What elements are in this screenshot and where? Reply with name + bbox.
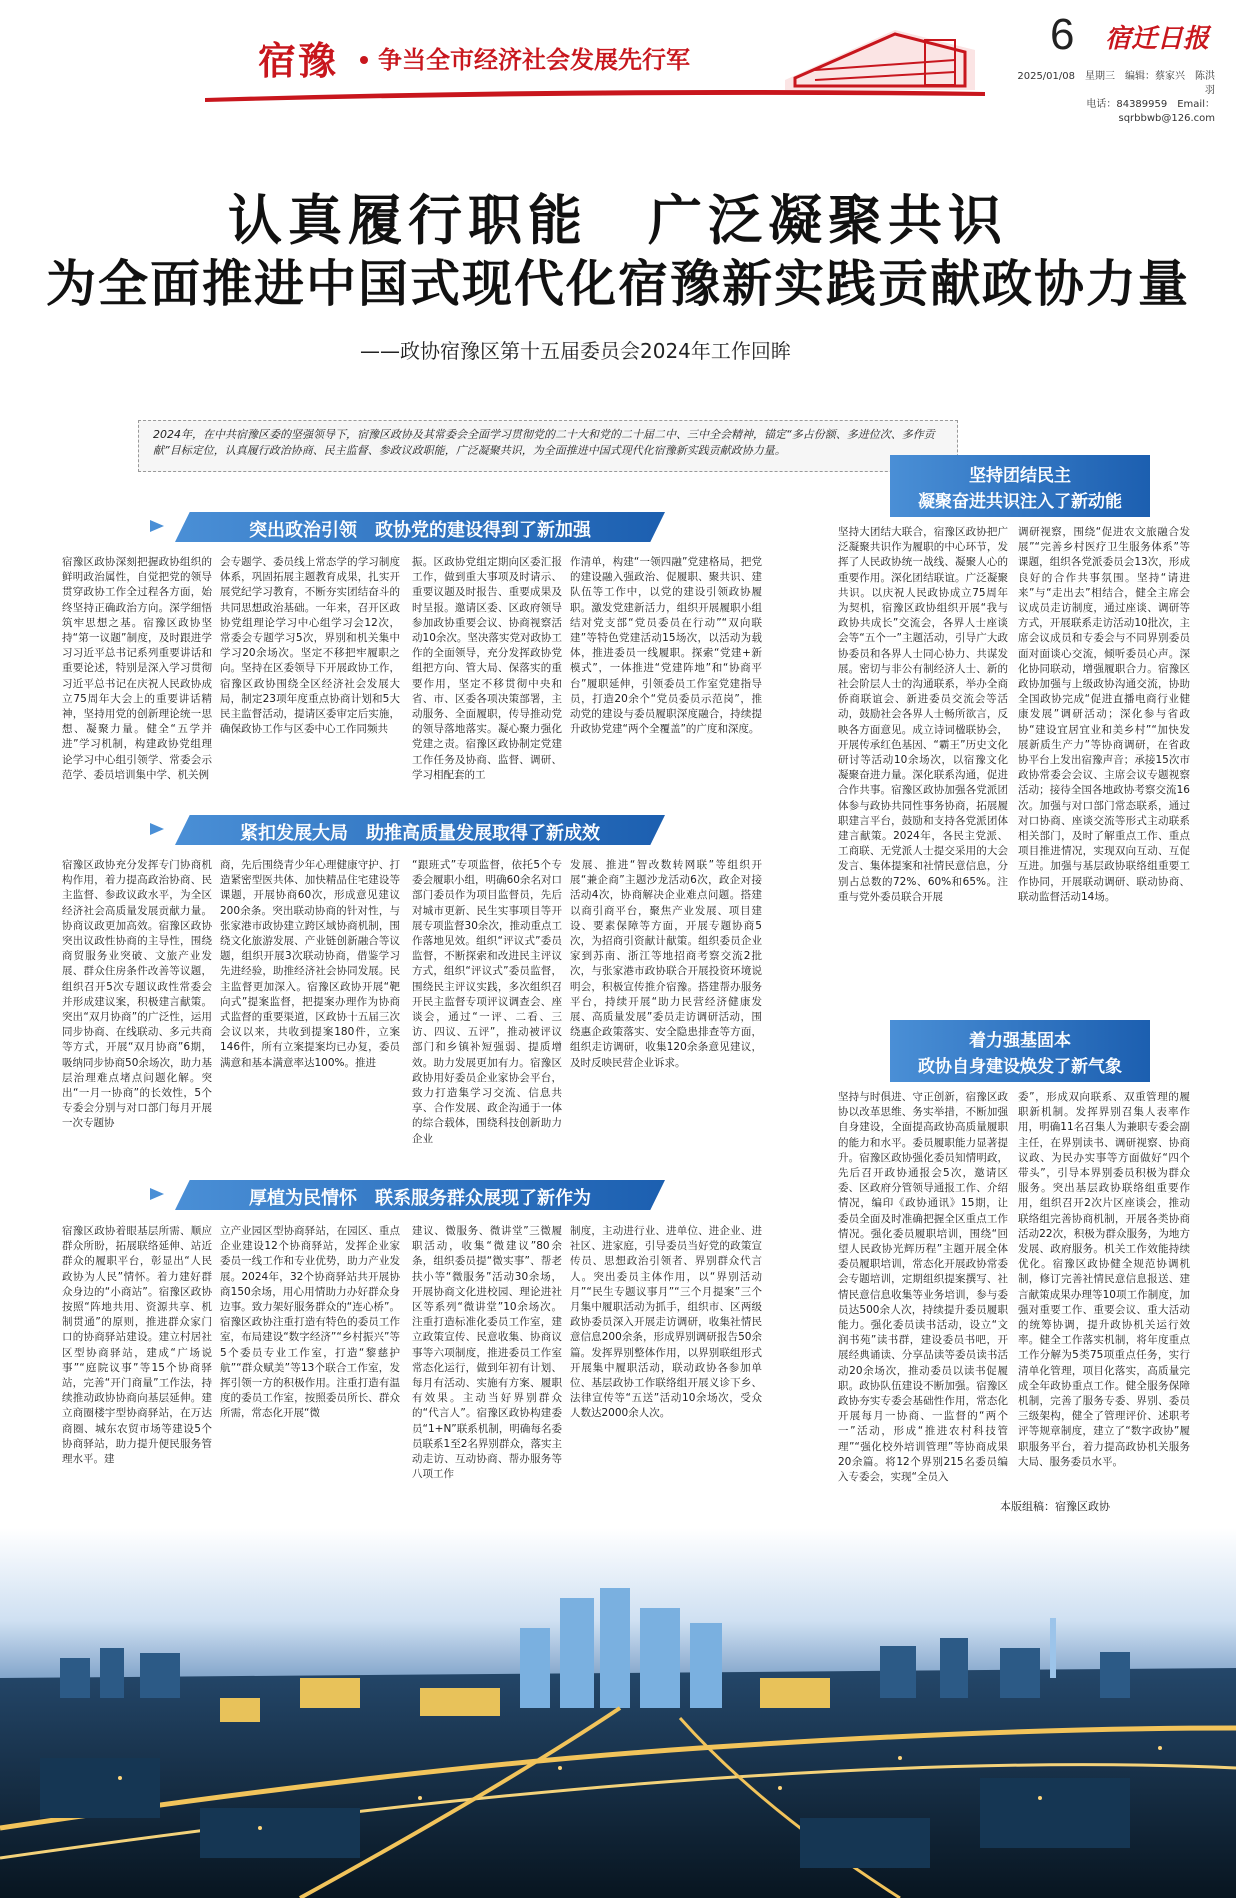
- article-column: 制度，主动进行业、进单位、进企业、进社区、进家庭，引导委员当好党的政策宣传员、思想政治引领者、界别群众代言人。突出委员主体作用，以“界别活动月”“民生专题议事月”“三个月提案”三个月集中履职活动为抓手，组织市、区两级政协委员深入开展走访调研，收集社情民意信息200余条，形成界别调研报告50余篇。发挥界别整体作用，以界别联组形式开展集中履职活动，联动政协各参加单位、基层政协工作联络组开展义诊下乡、法律宣传等“五送”活动10余场次，受众人数达2000余人次。: [570, 1225, 762, 1420]
- section-slogan: 争当全市经济社会发展先行军: [378, 45, 690, 74]
- right-section-heading-1-line2: 凝聚奋进共识注入了新动能: [918, 492, 1122, 512]
- section-heading-2-text: 紧扣发展大局 助推高质量发展取得了新成效: [240, 823, 600, 844]
- arrow-icon: [150, 520, 164, 532]
- arrow-icon: [150, 1188, 164, 1200]
- city-night-photo: [0, 1528, 1236, 1898]
- article-column: 委”，形成双向联系、双重管理的履职新机制。发挥界别召集人表率作用，明确11名召集人为兼职专委会副主任，在界别读书、调研视察、协商议政、为民办实事等方面做好“四个带头”，引导本界别委员积极为群众服务。突出基层政协联络组重要作用，组织召开2次片区座谈会，推动联络组完善协商机制，开展各类协商活动22次，积极为群众服务，为地方发展、政府服务。机关工作效能持续优化。宿豫区政协健全规范协调机制，修订完善社情民意信息报送、建言献策成果办理等10项工作制度，加强对重要工作、重要会议、重大活动的统筹协调，提升政协机关运行效率。健全工作落实机制，将年度重点工作分解为5类75项重点任务，实行清单化管理，项目化落实，高质量完成全年政协重点工作。健全服务保障机制，完善了服务专委、界别、委员三级架构，健全了管理评价、述职考评等规章制度，建立了“数字政协”履职服务平台，着力提高政协机关服务大局、服务委员水平。: [1018, 1091, 1190, 1468]
- article-column: 作清单，构建“一领四融”党建格局，把党的建设融入强政治、促履职、聚共识、建队伍等工作中，以党的建设引领政协履职。激发党建新活力，组织开展履职小组结对党支部“党员委员在行动”“双向联建”等特色党建活动15场次，以活动为载体，推进委员一线履职。探索“党建+新模式”，一体推进“党建阵地”和“协商平台”履职延伸，引领委员工作室党建指导员，打造20余个“党员委员示范岗”，推动党的建设与委员履职深度融合，持续提升政协党建“两个全覆盖”的广度和深度。: [570, 556, 762, 736]
- article-column: 宿豫区政协深刻把握政协组织的鲜明政治属性，自觉把党的领导贯穿政协工作全过程各方面，始终坚持正确政治方向。深学细悟筑牢思想之基。宿豫区政协坚持“第一议题”制度，及时跟进学习习近平总书记系列重要讲话和重要论述，特别是深入学习贯彻习近平总书记在庆祝人民政协成立75周年大会上的重要讲话精神，坚持用党的创新理论统一思想、凝聚力量。健全“五学并进”学习机制，构建政协党组理论学习中心组引领学、常委会示范学、委员培训集中学、机关例: [62, 556, 212, 781]
- issue-date-editors: 2025/01/08 星期三 编辑：蔡家兴 陈洪羽: [1017, 71, 1215, 96]
- article-column: 会专题学、委员线上常态学的学习制度体系，巩固拓展主题教育成果，扎实开展党纪学习教育，不断夯实团结奋斗的共同思想政治基础。一年来，召开区政协党组理论学习中心组学习会12次，常委会专题学习5次，界别和机关集中学习20余场次。坚定不移把牢履职之向。坚持在区委领导下开展政协工作，宿豫区政协围绕全区经济社会发展大局，制定23项年度重点协商计划和5大民主监督活动，提请区委审定后实施，确保政协工作与区委中心工作同频共: [220, 556, 400, 736]
- section-heading-1: [175, 512, 665, 542]
- section-brand: 宿豫: [258, 38, 339, 83]
- arrow-icon: [150, 823, 164, 835]
- issue-meta: [1010, 70, 1215, 126]
- right-section-heading-1-line1: 坚持团结民主: [969, 466, 1071, 486]
- cityscape-illustration: [0, 1528, 1236, 1898]
- article-column: 商，先后围绕青少年心理健康守护、打造紧密型医共体、加快精品住宅建设等课题，开展协商60次，形成意见建议200余条。突出联动协商的针对性，与张家港市政协建立跨区域协商机制，围绕文化旅游发展、产业链创新融合等议题，组织开展3次联动协商，借鉴学习先进经验，助推经济社会协同发展。民主监督更加深入。宿豫区政协开展“靶向式”提案监督，把提案办理作为协商式监督的重要渠道，区政协十五届三次会议以来，共收到提案180件，立案146件，所有立案提案均已办复，委员满意和基本满意率达100%。推进: [220, 859, 400, 1069]
- right-section-heading-2-line1: 着力强基固本: [969, 1031, 1071, 1051]
- article-column: 宿豫区政协着眼基层所需、顺应群众所盼，拓展联络延伸、站近群众的履职平台，彰显出“人民政协为人民”情怀。着力建好群众身边的“小商站”。宿豫区政协按照“阵地共用、资源共享、机制贯通”的原则，推进群众家门口的协商驿站建设。建立村居社区型协商驿站，建成“广场说事”“庭院议事”等15个协商驿站，完善“开门商量”工作法，持续推动政协协商向基层延伸。建立商圈楼宇型协商驿站，在万达商圈、城东农贸市场等建设5个协商驿站，助力提升便民服务管理水平。建: [62, 1225, 212, 1466]
- section-heading-3-text: 厚植为民情怀 联系服务群众展现了新作为: [249, 1188, 591, 1209]
- article-column: 立产业园区型协商驿站，在园区、重点企业建设12个协商驿站，发挥企业家委员一线工作和专业优势，助力产业发展。2024年，32个协商驿站共开展协商150余场，用心用情助力办好群众身边事。致力架好服务群众的“连心桥”。宿豫区政协注重打造有特色的委员工作室，布局建设“数字经济”“乡村振兴”等5个委员专业工作室，打造“黎慈护航”“群众赋美”等13个联合工作室，发挥引领一方的积极作用。注重打造有温度的委员工作室，按照委员所长、群众所需，常态化开展“微: [220, 1225, 400, 1420]
- right-section-heading-2-line2: 政协自身建设焕发了新气象: [918, 1057, 1122, 1077]
- article-column: “跟班式”专项监督，依托5个专委会履职小组，明确60余名对口部门委员作为项目监督员，先后对城市更新、民生实事项目等开展专项监督30余次，推动重点工作落地见效。组织“评议式”委员监督，不断探索和改进民主评议方式，组织“评议式”委员监督，围绕民主评议实践，多次组织召开民主监督专项评议调查会、座谈会，通过“一评、二看、三访、四议、五评”，推动被评议部门和乡镇补短强弱、提质增效。助力发展更加有力。宿豫区政协用好委员企业家协会平台，致力打造集学习交流、信息共享、合作发展、政企沟通于一体的综合载体，围绕科技创新助力企业: [412, 859, 562, 1145]
- editor-credit: 本版组稿：宿豫区政协: [1000, 1500, 1110, 1513]
- article-column: 振。区政协党组定期向区委汇报工作，做到重大事项及时请示、重要议题及时报告、重要成果及时呈报。邀请区委、区政府领导参加政协重要会议、协商视察活动10余次。坚决落实党对政协工作的全面领导，充分发挥政协党组把方向、管大局、保落实的重要作用，坚定不移贯彻中央和省、市、区委各项决策部署，主动服务、全面履职，传导推动党的领导落地落实。凝心聚力强化党建之责。宿豫区政协制定党建工作任务及协商、监督、调研、学习相配套的工: [412, 556, 562, 781]
- article-column: 建议、微服务、微讲堂”三微履职活动，收集“微建议”80余条，组织委员提“微实事”、帮老扶小等“微服务”活动30余场，开展协商文化进校园、理论进社区等系列“微讲堂”10余场次。注重打造标准化委员工作室，建立政策宣传、民意收集、协商议事等六项制度，推进委员工作室常态化运行，做到年初有计划、每月有活动、实施有方案、履职有效果。主动当好界别群众的“代言人”。宿豫区政协构建委员“1+N”联系机制，明确每名委员联系1至2名界别群众，落实主动走访、互动协商、帮办服务等八项工作: [412, 1225, 562, 1481]
- building-logo-icon: [775, 10, 985, 100]
- section-heading-1-text: 突出政治引领 政协党的建设得到了新加强: [249, 520, 591, 541]
- headline-line1: 认真履行职能 广泛凝聚共识: [228, 189, 1008, 252]
- headline-line2: 为全面推进中国式现代化宿豫新实践贡献政协力量: [46, 255, 1190, 313]
- issue-contact: 电话：84389959 Email：sqrbbwb@126.com: [1086, 99, 1215, 124]
- section-heading-3: [175, 1180, 665, 1210]
- article-column: 宿豫区政协充分发挥专门协商机构作用，着力提高政治协商、民主监督、参政议政水平，为全区经济社会高质量发展贡献力量。协商议政更加高效。宿豫区政协突出议政性协商的主导性，围绕商贸服务业突破、文旅产业发展、群众住房条件改善等议题，组织召开5次专题议政性常委会并形成建议案，积极建言献策。突出“双月协商”的广泛性，运用同步协商、在线联动、多元共商等方式，开展“双月协商”6期，吸纳同步协商50余场次，助力基层治理难点堵点问题化解。突出“一月一协商”的长效性，5个专委会分别与对口部门每月开展一次专题协: [62, 859, 212, 1130]
- page-number: 6: [1050, 10, 1075, 59]
- article-column: 坚持大团结大联合，宿豫区政协把广泛凝聚共识作为履职的中心环节，发挥了人民政协统一战线、凝聚人心的重要作用。深化团结联谊。广泛凝聚共识。以庆祝人民政协成立75周年为契机，宿豫区政协组织开展“我与政协共成长”交流会，各界人士座谈会等“五个一”主题活动，引导广大政协委员和各界人士同心协力、共谋发展。密切与非公有制经济人士、新的社会阶层人士的沟通联系，举办全商侨商联谊会、新进委员交流会等活动，鼓励社会各界人士畅所欲言，反映各方面意见。成立诗词楹联协会，开展传承红色基因、“霸王”历史文化研讨等活动10余场次，以宿豫文化凝聚奋进力量。深化联系沟通，促进合作共事。宿豫区政协加强各党派团体参与政协共同性事务协商，拓展履职建言平台，鼓励和支持各党派团体建言献策。2024年，各民主党派、工商联、无党派人士提交采用的大会发言、集体提案和社情民意信息，分别占总数的72%、60%和65%。注重与党外委员联合开展: [838, 526, 1008, 903]
- article-column: 调研视察，围绕“促进农文旅融合发展”“完善乡村医疗卫生服务体系”等课题，组织各党派委员会13次，形成良好的合作共事氛围。坚持“请进来”与“走出去”相结合，健全主席会议成员走访制度，通过座谈、调研等方式，开展联系走访活动10批次，主席会议成员和专委会与不同界别委员面对面谈心交流，倾听委员心声。深化协同联动，增强履职合力。宿豫区政协加强与上级政协沟通交流，协助全国政协完成“促进直播电商行业健康发展”调研活动；深化参与省政协“建设宜居宜业和美乡村”“加快发展新质生产力”等协商调研，在省政协平台上发出宿豫声音；承接15次市政协常委会会议、主席会议专题视察活动；接待全国各地政协考察交流16次。加强与对口部门常态联系，通过对口协商、座谈交流等形式主动联系相关部门，及时了解重点工作、重点项目推进情况，实现双向互动、互促互进。加强与基层政协联络组重要工作协同，开展联动调研、联动协商、联动监督活动14场。: [1018, 526, 1190, 903]
- headline-subtitle: ——政协宿豫区第十五届委员会2024年工作回眸: [360, 339, 791, 363]
- section-heading-2: [175, 815, 665, 845]
- right-section-heading-1: [870, 455, 1170, 517]
- brand-separator-dot: [360, 56, 368, 64]
- page-header: [0, 0, 1236, 130]
- right-section-heading-2: [870, 1020, 1170, 1082]
- article-column: 发展、推进“智改数转网联”等组织开展“兼企商”主题沙龙活动6次，政企对接活动4次，协商解决企业难点问题。搭建以商引商平台，聚焦产业发展、项目建设、要素保障等方面，开展专题协商5次，为招商引资献计献策。组织委员企业家到苏南、浙江等地招商考察交流2批次，与张家港市政协联合开展投资环境说明会，积极宣传推介宿豫。搭建帮办服务平台，持续开展“助力民营经济健康发展、高质量发展”委员走访调研活动，围绕惠企政策落实、安全隐患排查等方面，组织走访调研，收集120余条意见建议，及时反映民营企业诉求。: [570, 859, 762, 1069]
- newspaper-logo: 宿迁日报: [1105, 24, 1210, 54]
- article-column: 坚持与时俱进、守正创新，宿豫区政协以改革思维、务实举措，不断加强自身建设，全面提高政协高质量履职的能力和水平。委员履职能力显著提升。宿豫区政协强化委员知情明政，先后召开政协通报会5次，邀请区委、区政府分管领导通报工作、介绍情况，编印《政协通讯》15期，让委员全面及时准确把握全区重点工作情况。强化委员履职培训，围绕“回望人民政协光辉历程”主题开展全体委员履职培训，常态化开展政协常委会专题培训，定期组织提案撰写、社情民意信息收集等业务培训，参与委员达500余人次，持续提升委员履职能力。强化委员读书活动，设立“文润书苑”读书群，建设委员书吧，开展经典诵读、分享品读等委员读书活动20余场次，推动委员以读书促履职。政协队伍建设不断加强。宿豫区政协夯实专委会基础性作用，常态化开展每月一协商、一监督的“两个一”活动，形成“推进农村科技管理”“强化校外培训管理”等协商成果20余篇。将12个界别215名委员编入专委会，实现“全员入: [838, 1091, 1008, 1484]
- intro-box: 2024年，在中共宿豫区委的坚强领导下，宿豫区政协及其常委会全面学习贯彻党的二十大和党的二十届二中、三中全会精神，锚定“多占份额、多进位次、多作贡献”目标定位，认真履行政治协商、民主监督、参政议政职能，广泛凝聚共识，为全面推进中国式现代化宿豫新实践贡献政协力量。: [138, 420, 958, 472]
